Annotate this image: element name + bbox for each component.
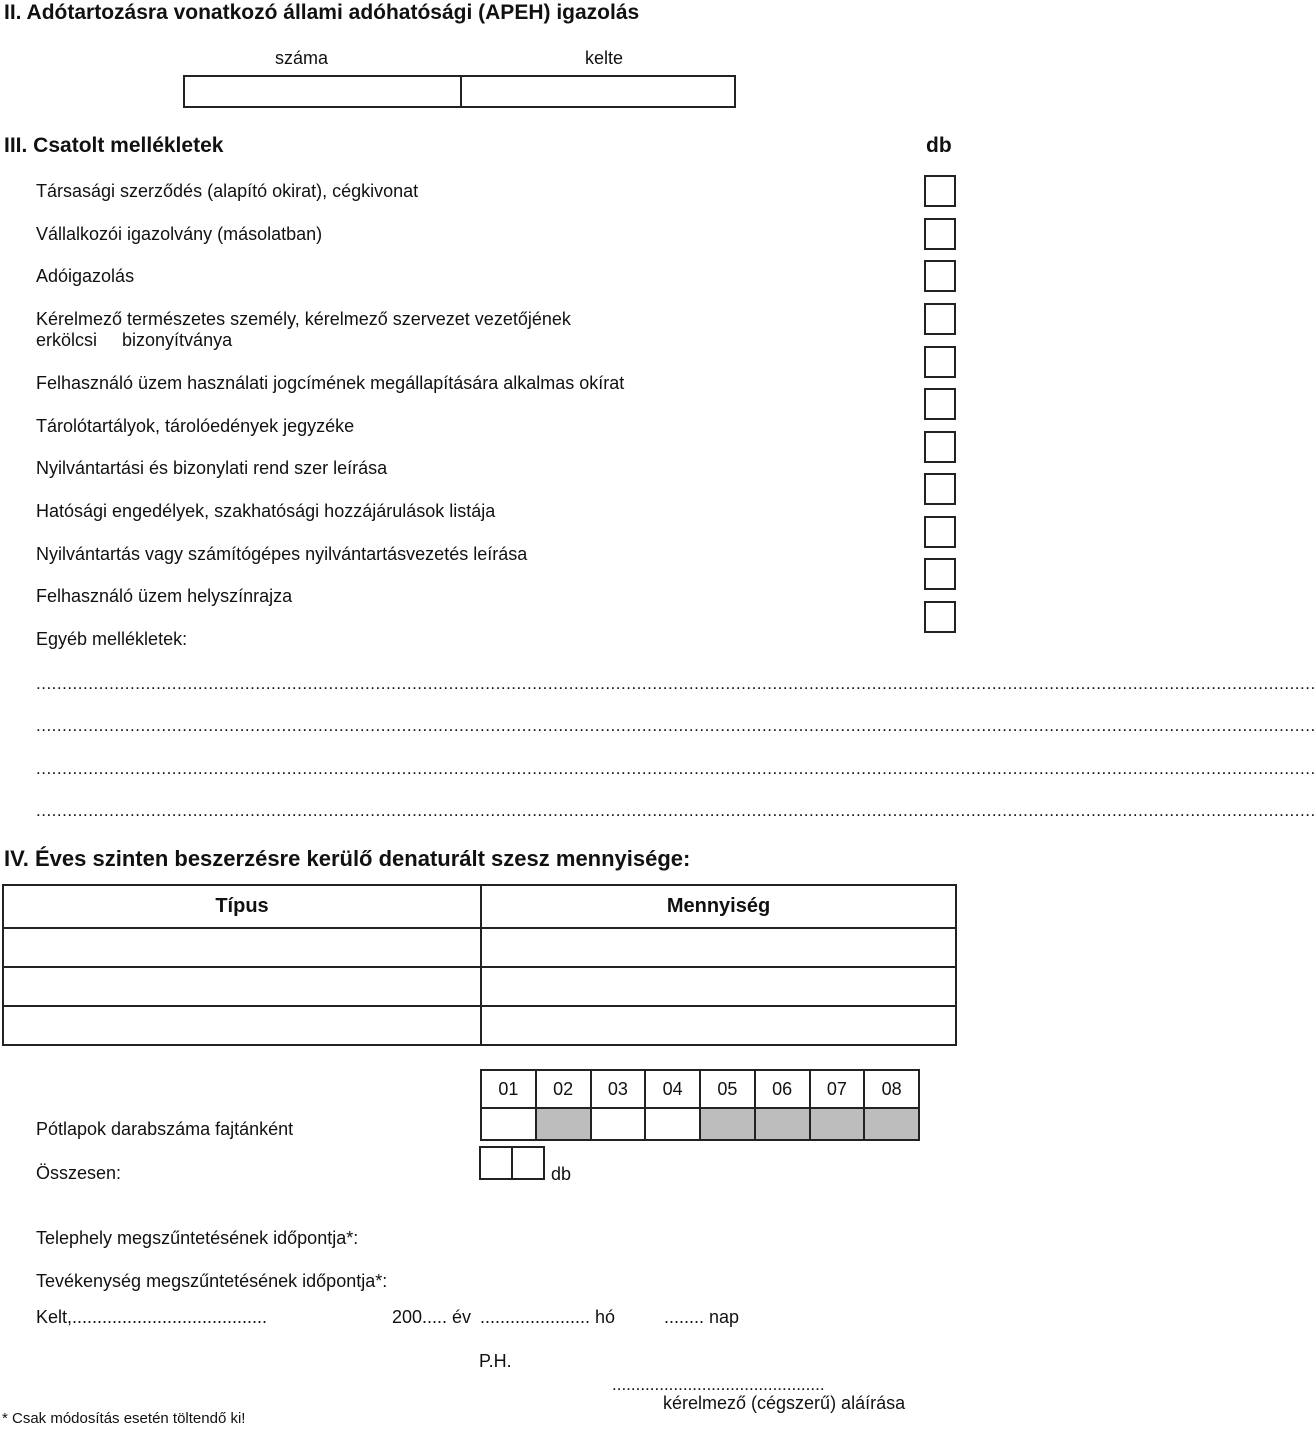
section-2-title: II. Adótartozásra vonatkozó állami adóhatósági (APEH) igazolás: [4, 1, 640, 24]
month-header: 08: [864, 1070, 919, 1108]
section-3-title: III. Csatolt mellékletek: [4, 134, 224, 157]
szama-field[interactable]: [183, 75, 462, 108]
kelt-month-field[interactable]: ...................... hó: [480, 1307, 616, 1327]
count-box[interactable]: [924, 473, 956, 505]
list-item: Felhasználó üzem használati jogcímének megállapítására alkalmas okírat: [36, 373, 625, 393]
list-item: Kérelmező természetes személy, kérelmező szervezet vezetőjének: [36, 309, 571, 329]
count-box[interactable]: [924, 516, 956, 548]
potlapok-label: Pótlapok darabszáma fajtánként: [36, 1119, 294, 1139]
month-header: 04: [645, 1070, 700, 1108]
signature-line[interactable]: .............................................: [612, 1375, 825, 1394]
quantity-table: [2, 884, 957, 1046]
month-cell[interactable]: [645, 1108, 700, 1140]
ph-stamp-label: P.H.: [479, 1351, 512, 1371]
kelt-place-field[interactable]: Kelt,.......................................: [36, 1307, 268, 1327]
month-cell[interactable]: [700, 1108, 755, 1140]
db-column-label: db: [926, 134, 952, 157]
section-4-title: IV. Éves szinten beszerzésre kerülő denaturált szesz mennyisége:: [4, 846, 691, 871]
month-cell[interactable]: [536, 1108, 591, 1140]
list-item: Tárolótartályok, tárolóedények jegyzéke: [36, 416, 355, 436]
dotted-line[interactable]: .....................................................................................................................................................................................................................................................: [36, 801, 1316, 820]
month-cell[interactable]: [481, 1108, 536, 1140]
signature-label: kérelmező (cégszerű) aláírása: [663, 1393, 906, 1413]
telephely-label: Telephely megszűntetésének időpontja*:: [36, 1228, 359, 1248]
month-cell[interactable]: [755, 1108, 810, 1140]
month-header: 05: [700, 1070, 755, 1108]
osszesen-label: Összesen:: [36, 1163, 122, 1183]
list-item: Felhasználó üzem helyszínrajza: [36, 586, 293, 606]
tevekenyseg-label: Tevékenység megszűntetésének időpontja*:: [36, 1271, 388, 1291]
table-row: [3, 928, 956, 967]
count-box[interactable]: [924, 175, 956, 207]
table-row: [3, 967, 956, 1006]
osszesen-digit-box[interactable]: [511, 1146, 545, 1180]
tipus-cell[interactable]: [3, 967, 481, 1006]
list-item: Vállalkozói igazolvány (másolatban): [36, 224, 323, 244]
potlapok-table: [480, 1069, 920, 1141]
column-header-tipus: Típus: [3, 885, 481, 928]
footnote: * Csak módosítás esetén töltendő ki!: [2, 1410, 246, 1427]
month-cell[interactable]: [810, 1108, 865, 1140]
kelte-field[interactable]: [460, 75, 736, 108]
dotted-line[interactable]: .....................................................................................................................................................................................................................................................: [36, 716, 1316, 735]
count-box[interactable]: [924, 601, 956, 633]
count-box[interactable]: [924, 431, 956, 463]
month-cell[interactable]: [591, 1108, 646, 1140]
dotted-line[interactable]: .....................................................................................................................................................................................................................................................: [36, 674, 1316, 693]
count-box[interactable]: [924, 303, 956, 335]
list-item: Adóigazolás: [36, 266, 135, 286]
count-box[interactable]: [924, 558, 956, 590]
table-row: [3, 1006, 956, 1045]
month-header: 02: [536, 1070, 591, 1108]
osszesen-digit-box[interactable]: [479, 1146, 513, 1180]
list-item: Egyéb mellékletek:: [36, 629, 188, 649]
szama-label: száma: [275, 48, 329, 68]
count-box[interactable]: [924, 260, 956, 292]
month-header: 06: [755, 1070, 810, 1108]
mennyiseg-cell[interactable]: [481, 1006, 956, 1045]
list-item-continuation: erkölcsi bizonyítványa: [36, 330, 233, 350]
kelte-label: kelte: [585, 48, 624, 68]
count-box[interactable]: [924, 346, 956, 378]
month-header: 01: [481, 1070, 536, 1108]
kelt-day-field[interactable]: ........ nap: [664, 1307, 740, 1327]
osszesen-unit: db: [551, 1164, 572, 1184]
month-cell[interactable]: [864, 1108, 919, 1140]
count-box[interactable]: [924, 218, 956, 250]
month-header: 03: [591, 1070, 646, 1108]
tipus-cell[interactable]: [3, 928, 481, 967]
kelt-year-field[interactable]: 200..... év: [392, 1307, 472, 1327]
mennyiseg-cell[interactable]: [481, 967, 956, 1006]
count-box[interactable]: [924, 388, 956, 420]
list-item: Társasági szerződés (alapító okirat), cégkivonat: [36, 181, 419, 201]
list-item: Hatósági engedélyek, szakhatósági hozzájárulások listája: [36, 501, 496, 521]
month-header: 07: [810, 1070, 865, 1108]
tipus-cell[interactable]: [3, 1006, 481, 1045]
mennyiseg-cell[interactable]: [481, 928, 956, 967]
list-item: Nyilvántartás vagy számítógépes nyilvántartásvezetés leírása: [36, 544, 528, 564]
column-header-mennyiseg: Mennyiség: [481, 885, 956, 928]
dotted-line[interactable]: .....................................................................................................................................................................................................................................................: [36, 759, 1316, 778]
list-item: Nyilvántartási és bizonylati rend szer leírása: [36, 458, 388, 478]
